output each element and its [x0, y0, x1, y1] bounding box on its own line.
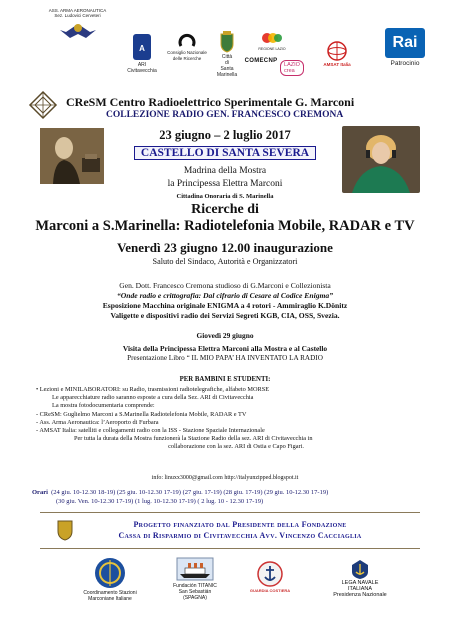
lazio-crea-mark: LAZIO crea	[280, 60, 304, 76]
exhibit-title-line1: Ricerche di	[191, 202, 259, 217]
footer-divider-2	[40, 548, 420, 549]
venue-wrapper	[100, 143, 350, 161]
cnr-emblem-icon	[177, 32, 197, 50]
orari-block	[32, 489, 450, 506]
ari-caption: ARI Civitavecchia	[127, 62, 157, 74]
kids-line-7: Per tutta la durata della Mostra funzionerà la Stazione Radio della sez. ARI di Civitavecchia in	[74, 435, 313, 443]
giovedi-date: Giovedì 29 giugno	[196, 331, 254, 340]
patrocinio-label: Patrocinio	[390, 60, 420, 67]
presentazione-libro: Presentazione Libro “ IL MIO PAPA’ HA INVENTATO LA RADIO	[127, 354, 323, 362]
organizer-title: CReSM Centro Radioelettrico Sperimentale G. Marconi	[66, 95, 355, 109]
madrina-line1: Madrina della Mostra	[183, 166, 267, 176]
svg-text:A: A	[139, 44, 145, 53]
titanic-logo	[155, 556, 235, 601]
comecnp-logo	[244, 58, 278, 65]
lega-navale-emblem-icon	[349, 558, 371, 580]
venue-badge: CASTELLO DI SANTA SEVERA	[134, 146, 316, 160]
kids-line-4: - CReSM: Guglielmo Marconi a S.Marinella Radiotelefonia Mobile, RADAR e TV	[36, 410, 247, 418]
amsat-caption: AMSAT Italia	[323, 62, 351, 67]
marconi-portrait	[40, 128, 104, 184]
exhibit-title-line2: Marconi a S.Marinella: Radiotelefonia Mobile, RADAR e TV	[35, 218, 415, 234]
onde-radio-talk: “Onde radio e crittografia: Dal cifrario di Cesare al Codice Enigma”	[117, 291, 333, 300]
santa-marinella-logo	[212, 30, 242, 78]
aeronautica-caption: ASS. ARMA AERONAUTICA Sez. Ludovici Cerveteri	[48, 8, 107, 18]
wings-emblem-icon	[58, 18, 98, 48]
rai-badge: Rai	[385, 28, 425, 58]
lega-navale-logo	[320, 558, 400, 598]
visita-line: Visita della Principessa Elettra Marconi alla Mostra e al Castello	[122, 344, 328, 353]
kids-line-1: • Lezioni e MINILABORATORI: su Radio, trasmissioni radiotelegrafiche, alfabeto MORSE	[36, 386, 270, 393]
coat-of-arms-icon	[219, 30, 235, 54]
kids-line-2: Le apparecchiature radio saranno esposte a cura della Sez. ARI di Civitavecchia	[52, 394, 254, 402]
elettra-portrait	[342, 126, 420, 193]
cnr-logo	[162, 32, 212, 62]
footer-line1: Progetto finanziato dal Presidente della Fondazione	[133, 520, 347, 529]
coord-stazioni-logo	[70, 556, 150, 602]
cnr-caption: Consiglio Nazionale delle Ricerche	[167, 50, 207, 61]
footer-divider	[40, 512, 420, 513]
guardia-costiera-logo	[240, 560, 300, 594]
cresm-logo-icon	[28, 90, 58, 120]
lazio-crea-logo	[277, 60, 307, 76]
anchor-badge-icon	[255, 560, 285, 588]
regione-lazio-logo	[257, 30, 287, 52]
comecnp-mark: COMECNP	[244, 58, 278, 64]
kids-heading: PER BAMBINI E STUDENTI:	[179, 376, 271, 383]
ship-icon	[175, 556, 215, 582]
regione-emblem-icon	[261, 30, 283, 46]
rai-logo	[375, 28, 435, 67]
amsat-globe-icon	[326, 40, 348, 62]
amsat-logo	[317, 40, 357, 68]
madrina-line2: la Principessa Elettra Marconi	[167, 179, 283, 189]
cittadina-onoraria: Cittadina Onoraria di S. Marinella	[176, 193, 274, 200]
kids-list	[36, 386, 436, 452]
guardia-caption: GUARDIA COSTIERA	[249, 588, 291, 593]
collection-title: COLLEZIONE RADIO GEN. FRANCESCO CREMONA	[106, 110, 344, 120]
orari-line1: (24 giu. 10-12.30 18-19) (25 giu. 10-12.30 17-19) (27 giu. 17-19) (28 giu. 17-19) (29 giu. 10-12.30 17-19)	[51, 489, 329, 496]
kids-line-3: La mostra fotodocumentaria comprende:	[52, 402, 155, 410]
orari-line2: (30 giu. Ven. 10-12.30 17-19) (1 lug. 10-12.30 17-19) ( 2 lug. 10 - 12.30 17-19)	[56, 497, 264, 505]
kids-line-8: collaborazione con la sez. ARI di Ostia e Capo Figari.	[168, 443, 304, 451]
enigma-exhibit: Esposizione Macchina originale ENIGMA a 4 rotori - Ammiraglio K.Dönitz	[102, 301, 348, 310]
kids-line-6: - AMSAT Italia: satelliti e collegamenti radio con la ISS - Stazione Spaziale Internazionale	[36, 427, 265, 435]
event-dates: 23 giugno – 2 luglio 2017	[159, 128, 291, 142]
orari-label: Orari	[32, 489, 48, 496]
regione-caption: REGIONE LAZIO	[258, 47, 286, 51]
kids-line-5: - Ass. Arma Aeronautica: l’Aeroporto di Furbara	[36, 418, 159, 426]
coord-globe-icon	[93, 556, 127, 590]
valigette-exhibit: Valigette e dispositivi radio dei Servizi Segreti KGB, CIA, OSS, Svezia.	[110, 311, 340, 320]
titanic-caption: Fundación TITANIC San Sebastián (SPAGNA)	[173, 583, 217, 601]
gen-cremona: Gen. Dott. Francesco Cremona studioso di G.Marconi e Collezionista	[119, 281, 331, 290]
footer-line2: Cassa di Risparmio di Civitavecchia Avv. Vincenzo Cacciaglia	[118, 531, 362, 540]
saluto-line: Saluto del Sindaco, Autorità e Organizzatori	[152, 257, 298, 266]
lega-caption: LEGA NAVALE ITALIANA Presidenza Nazionale	[333, 580, 387, 598]
citta-caption: Città di Santa Marinella	[216, 54, 238, 78]
inauguration: Venerdì 23 giugno 12.00 inaugurazione	[117, 240, 333, 255]
ari-logo	[122, 32, 162, 74]
aeronautica-logo	[40, 8, 115, 48]
contact-email[interactable]: info: linuxx3000@gmail.com http://italyunzipped.blogspot.it	[151, 475, 299, 481]
ari-emblem-icon	[131, 32, 153, 62]
coord-caption: Coordinamento Stazioni Marconiane Italiane	[83, 590, 137, 602]
